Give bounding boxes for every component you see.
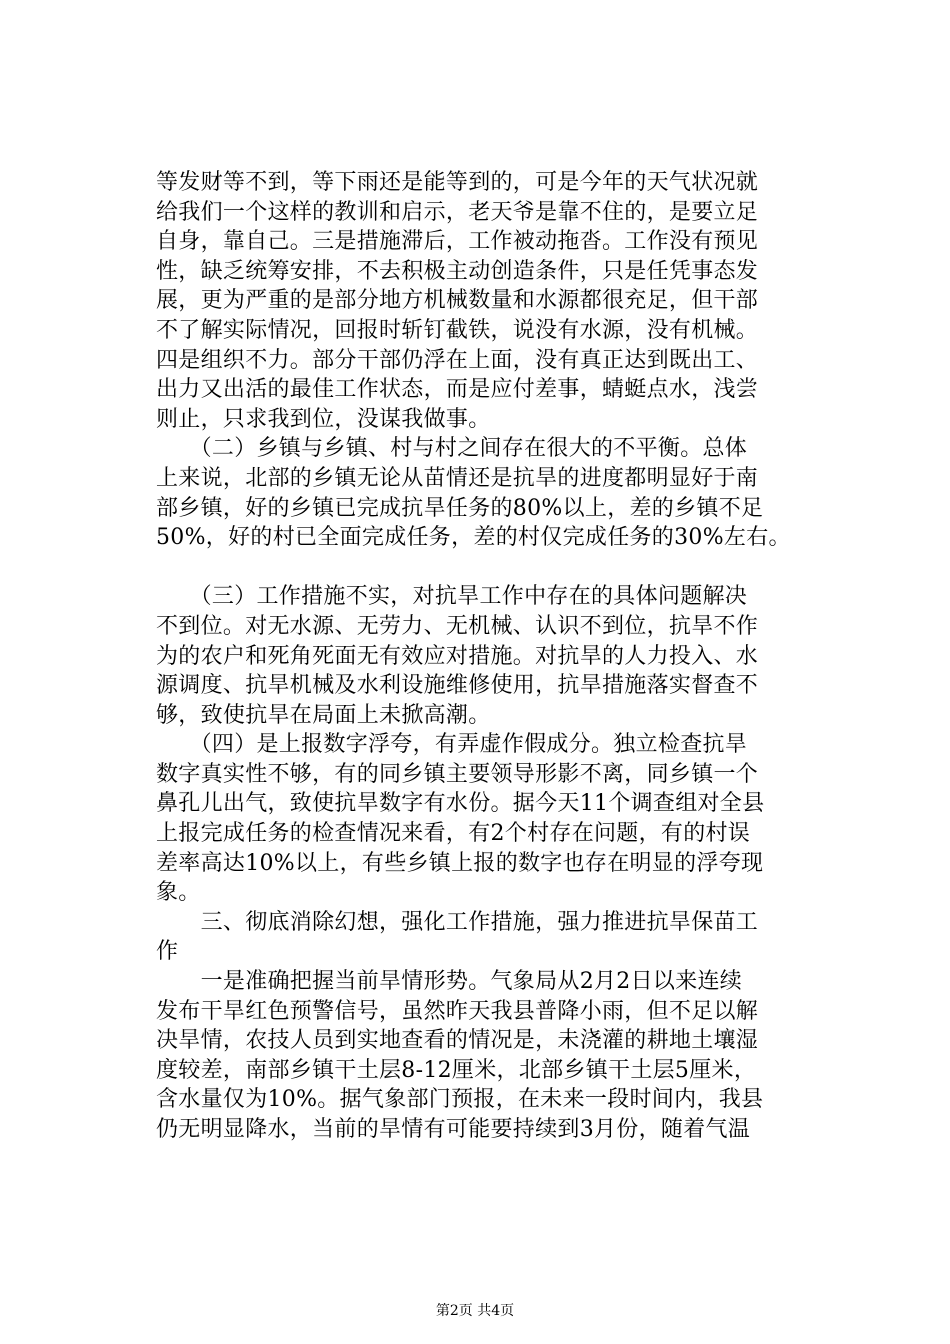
- text-line: 则止，只求我到位，没谋我做事。: [156, 406, 491, 432]
- page-footer: 第2页 共4页: [435, 1303, 515, 1319]
- text-line: 发布干旱红色预警信号，虽然昨天我县普降小雨，但不足以解: [156, 998, 759, 1024]
- text-line: 性，缺乏统筹安排，不去积极主动创造条件，只是任凭事态发: [156, 258, 759, 284]
- text-line: 含水量仅为10%。据气象部门预报，在未来一段时间内，我县: [156, 1087, 764, 1113]
- text-line: 展，更为严重的是部分地方机械数量和水源都很充足，但干部: [156, 288, 759, 314]
- text-line: 一是准确把握当前旱情形势。气象局从2月2日以来连续: [156, 969, 743, 995]
- blank-line: [156, 553, 796, 583]
- text-line: 出力又出活的最佳工作状态，而是应付差事，蜻蜓点水，浅尝: [156, 377, 759, 403]
- text-line: 上来说，北部的乡镇无论从苗情还是抗旱的进度都明显好于南: [156, 465, 759, 491]
- text-line: 够，致使抗旱在局面上未掀高潮。: [156, 702, 491, 728]
- document-body: [156, 168, 796, 1145]
- text-line: 自身，靠自己。三是措施滞后，工作被动拖沓。工作没有预见: [156, 229, 759, 255]
- text-line: （四）是上报数字浮夸，有弄虚作假成分。独立检查抗旱: [156, 732, 748, 758]
- text-line: 为的农户和死角死面无有效应对措施。对抗旱的人力投入、水: [156, 643, 759, 669]
- text-line: 决旱情，农技人员到实地查看的情况是，未浇灌的耕地土壤湿: [156, 1028, 759, 1054]
- text-line: 度较差，南部乡镇干土层8-12厘米，北部乡镇干土层5厘米，: [156, 1057, 757, 1083]
- text-line: 象。: [156, 880, 201, 906]
- text-line: 三、彻底消除幻想，强化工作措施，强力推进抗旱保苗工: [156, 909, 759, 935]
- text-line: 差率高达10%以上，有些乡镇上报的数字也存在明显的浮夸现: [156, 850, 764, 876]
- text-line: 不到位。对无水源、无劳力、无机械、认识不到位，抗旱不作: [156, 613, 759, 639]
- text-line: 源调度、抗旱机械及水利设施维修使用，抗旱措施落实督查不: [156, 673, 759, 699]
- text-line: 数字真实性不够，有的同乡镇主要领导形影不离，同乡镇一个: [156, 761, 759, 787]
- text-line: 上报完成任务的检查情况来看，有2个村存在问题，有的村误: [156, 821, 751, 847]
- text-line: 鼻孔儿出气，致使抗旱数字有水份。据今天11个调查组对全县: [156, 791, 765, 817]
- text-line: 仍无明显降水，当前的旱情有可能要持续到3月份，随着气温: [156, 1117, 751, 1142]
- text-line: （三）工作措施不实，对抗旱工作中存在的具体问题解决: [156, 584, 748, 610]
- text-line: 等发财等不到，等下雨还是能等到的，可是今年的天气状况就: [156, 170, 759, 195]
- text-line: 不了解实际情况，回报时斩钉截铁，说没有水源，没有机械。: [156, 317, 759, 343]
- text-line: 50%，好的村已全面完成任务，差的村仅完成任务的30%左右。: [156, 525, 791, 551]
- text-line: 四是组织不力。部分干部仍浮在上面，没有真正达到既出工、: [156, 347, 759, 373]
- text-line: 部乡镇，好的乡镇已完成抗旱任务的80%以上，差的乡镇不足: [156, 495, 764, 521]
- text-line: （二）乡镇与乡镇、村与村之间存在很大的不平衡。总体: [156, 436, 748, 462]
- text-line: 作: [156, 939, 179, 965]
- text-line: 给我们一个这样的教训和启示，老天爷是靠不住的，是要立足: [156, 199, 759, 225]
